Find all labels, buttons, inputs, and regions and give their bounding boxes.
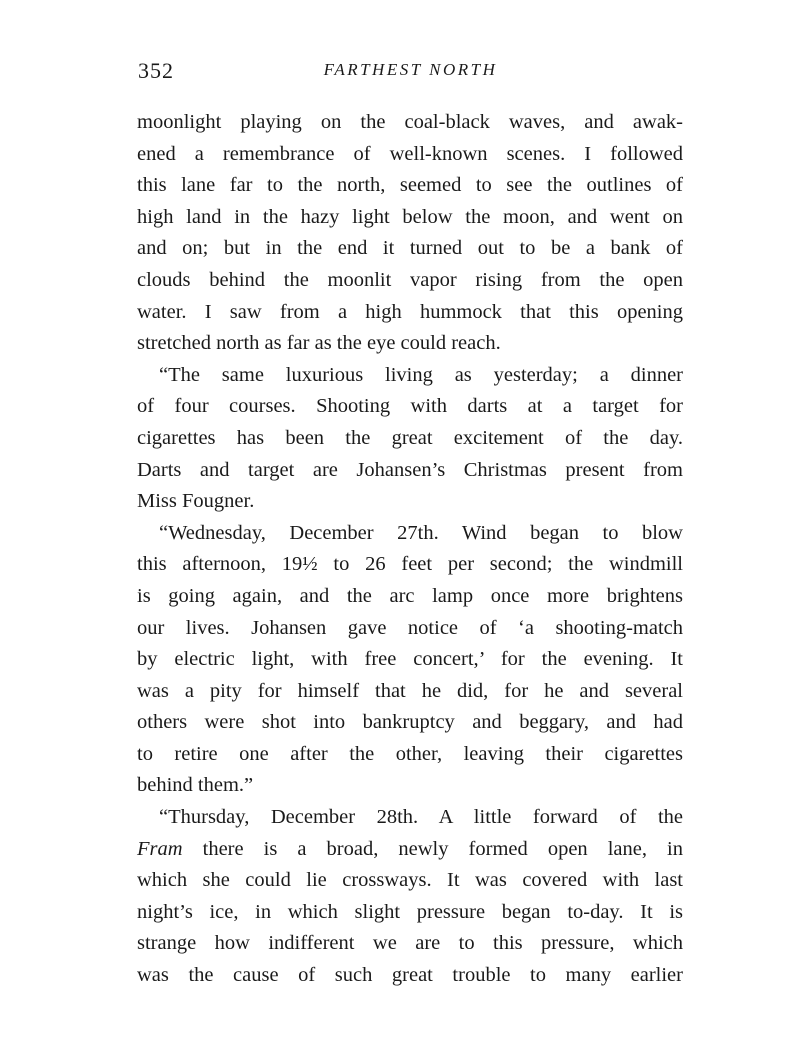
paragraph <box>137 802 683 992</box>
text-line: moonlight playing on the coal-black waves, and awak- <box>137 111 683 133</box>
text-line: Miss Fougner. <box>137 490 255 513</box>
text-line: high land in the hazy light below the moon, and went on <box>137 205 683 228</box>
paragraph <box>137 107 683 360</box>
text-line: to retire one after the other, leaving their cigarettes <box>137 742 683 765</box>
text-line: and on; but in the end it turned out to be a bank of <box>137 237 683 260</box>
text-line: water. I saw from a high hummock that this opening <box>137 300 683 323</box>
text-line: “Thursday, December 28th. A little forward of the <box>159 806 683 829</box>
text-line: this lane far to the north, seemed to see the outlines of <box>137 174 683 197</box>
body-text <box>137 107 683 992</box>
text-line: of four courses. Shooting with darts at a target for <box>137 395 683 418</box>
ship-name: Fram <box>137 837 183 860</box>
text-line: is going again, and the arc lamp once more brightens <box>137 584 683 607</box>
text-line: ened a remembrance of well-known scenes. I followed <box>137 142 683 165</box>
page-header <box>138 58 683 88</box>
text-line: “Wednesday, December 27th. Wind began to blow <box>159 521 683 544</box>
page-number: 352 <box>138 58 174 83</box>
paragraph <box>137 360 683 518</box>
text-line-with-ship-name <box>137 834 683 866</box>
text-line: night’s ice, in which slight pressure began to-day. It is <box>137 900 683 923</box>
text-line: others were shot into bankruptcy and beggary, and had <box>137 711 683 734</box>
text-line: by electric light, with free concert,’ for the evening. It <box>137 648 683 671</box>
text-line-rest: there is a broad, newly formed open lane, in <box>202 837 683 860</box>
text-line: Darts and target are Johansen’s Christmas present from <box>137 458 683 481</box>
paragraph <box>137 518 683 802</box>
text-line: “The same luxurious living as yesterday; a dinner <box>159 363 683 386</box>
text-line: cigarettes has been the great excitement of the day. <box>137 426 683 449</box>
text-line: clouds behind the moonlit vapor rising from the open <box>137 268 683 291</box>
text-line: stretched north as far as the eye could reach. <box>137 332 501 355</box>
text-line: was a pity for himself that he did, for he and several <box>137 679 683 702</box>
text-line: was the cause of such great trouble to many earlier <box>137 964 683 987</box>
text-line: strange how indifferent we are to this pressure, which <box>137 932 683 955</box>
text-line: this afternoon, 19½ to 26 feet per second; the windmill <box>137 553 683 576</box>
text-line: our lives. Johansen gave notice of ‘a shooting-match <box>137 616 683 639</box>
text-line: behind them.” <box>137 774 254 797</box>
text-line: which she could lie crossways. It was covered with last <box>137 869 683 892</box>
running-head: FARTHEST NORTH <box>323 60 498 79</box>
